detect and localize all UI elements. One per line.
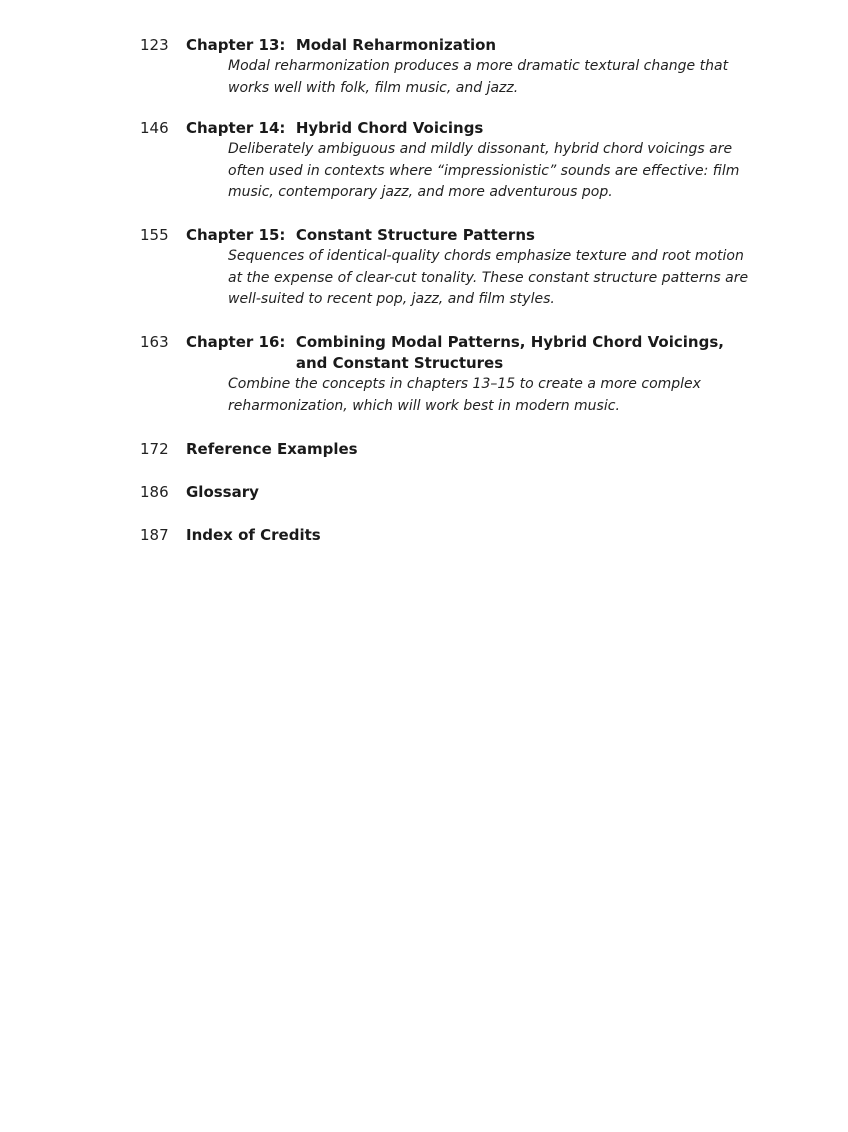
description-line: at the expense of clear-cut tonality. These constant structure patterns are: [228, 269, 749, 286]
section-title: [186, 439, 740, 460]
chapter-name: Constant Structure Patterns: [295, 226, 535, 244]
chapter-description: [228, 246, 749, 311]
description-line: music, contemporary jazz, and more adventurous pop.: [228, 184, 613, 200]
chapter-title: [186, 332, 740, 374]
section-name: Index of Credits: [186, 526, 321, 544]
chapter-label: Chapter 16:: [186, 333, 296, 351]
description-line: well-suited to recent pop, jazz, and film styles.: [228, 291, 555, 307]
description-line: Deliberately ambiguous and mildly dissonant, hybrid chord voicings are: [228, 141, 733, 157]
page-number: 123: [140, 36, 169, 54]
chapter-label: Chapter 15:: [186, 226, 296, 244]
toc-entry-reference-examples: [140, 439, 740, 482]
section-name: Glossary: [186, 483, 259, 501]
toc-entry-index-of-credits: [140, 525, 740, 568]
chapter-description: [228, 374, 701, 417]
page-number: 186: [140, 483, 169, 501]
page-number: 163: [140, 333, 169, 351]
description-line: Sequences of identical-quality chords emphasize texture and root motion: [228, 248, 744, 264]
chapter-name: Modal Reharmonization: [295, 36, 497, 54]
description-line: reharmonization, which will work best in modern music.: [228, 397, 620, 414]
chapter-label: Chapter 13:: [186, 36, 296, 54]
toc-entry-chapter-14: [140, 118, 740, 225]
toc-entry-chapter-16: [140, 332, 740, 439]
page-number: 187: [140, 526, 169, 544]
chapter-description: [228, 56, 729, 99]
description-line: Modal reharmonization produces a more dramatic textural change that: [228, 58, 729, 74]
section-title: [186, 525, 740, 546]
chapter-title: [186, 35, 740, 56]
section-name: Reference Examples: [186, 440, 358, 458]
page-number: 172: [140, 440, 169, 458]
description-line: often used in contexts where “impressionistic” sounds are effective: film: [228, 162, 740, 179]
description-line: works well with folk, film music, and jazz.: [228, 79, 519, 96]
chapter-label: Chapter 14:: [186, 119, 296, 137]
chapter-description: [228, 139, 740, 204]
page-number: 155: [140, 226, 169, 244]
chapter-title: [186, 225, 740, 246]
chapter-name-continued: and Constant Structures: [295, 354, 504, 372]
table-of-contents: [140, 35, 749, 568]
chapter-title: [186, 118, 740, 139]
toc-entry-chapter-13: [140, 35, 740, 118]
chapter-name: Hybrid Chord Voicings: [295, 119, 484, 137]
description-line: Combine the concepts in chapters 13–15 to create a more complex: [228, 376, 701, 392]
section-title: [186, 482, 740, 503]
toc-entry-glossary: [140, 482, 740, 525]
chapter-name: Combining Modal Patterns, Hybrid Chord Voicings,: [295, 333, 724, 351]
page-number: 146: [140, 119, 169, 137]
toc-entry-chapter-15: [140, 225, 749, 332]
